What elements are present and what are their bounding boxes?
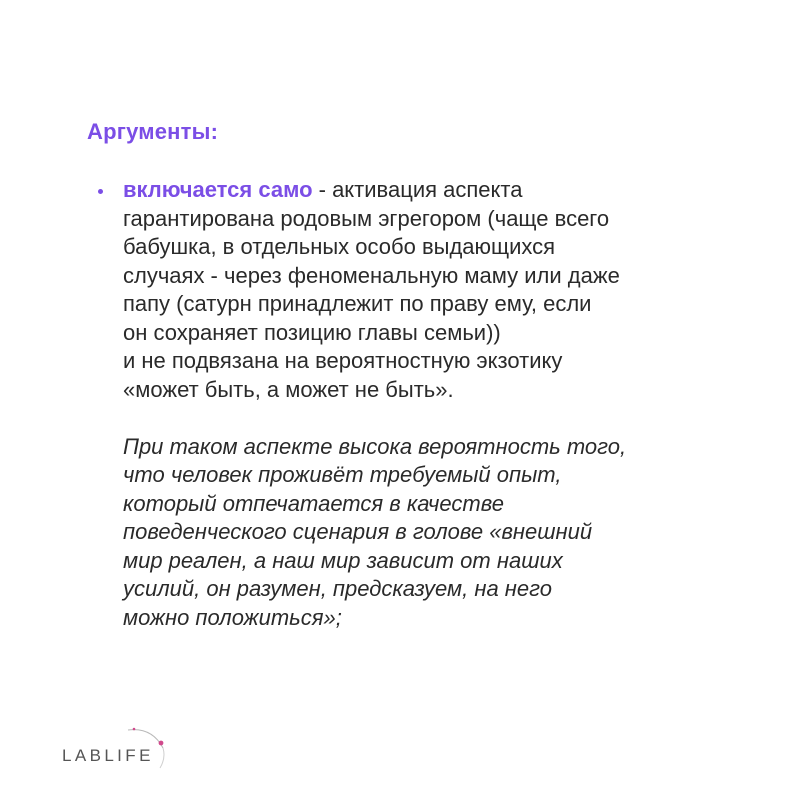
logo-text: LABLIFE	[62, 746, 154, 765]
bullet-first-line-rest: - активация аспекта	[312, 177, 523, 202]
bullet-line: и не подвязана на вероятностную экзотику	[123, 348, 563, 373]
bullet-first-line	[123, 176, 738, 205]
italic-line: При таком аспекте высока вероятность того,	[123, 433, 627, 459]
bullet-lead-phrase: включается само	[123, 177, 313, 202]
italic-line: что человек проживёт требуемый опыт,	[123, 462, 562, 487]
bullet-line: бабушка, в отдельных особо выдающихся	[123, 234, 556, 259]
bullet-item	[98, 176, 738, 632]
bullet-line: «может быть, а может не быть».	[123, 376, 454, 402]
bullet-dot-icon	[98, 189, 103, 194]
italic-line: мир реален, а наш мир зависит от наших	[123, 547, 563, 573]
italic-paragraph	[123, 433, 738, 633]
bullet-line: случаях - через феноменальную маму или даже	[123, 262, 620, 288]
bullet-line: гарантирована родовым эгрегором (чаще всего	[123, 205, 610, 231]
italic-line: который отпечатается в качестве	[123, 490, 504, 516]
bullet-line: папу (сатурн принадлежит по праву ему, если	[123, 291, 592, 316]
italic-line: можно положиться»;	[123, 604, 342, 630]
bullet-list	[98, 176, 738, 632]
bullet-line: он сохраняет позицию главы семьи))	[123, 319, 501, 345]
italic-line: усилий, он разумен, предсказуем, на него	[123, 576, 552, 601]
lablife-logo	[62, 724, 172, 774]
italic-line: поведенческого сценария в голове «внешний	[123, 519, 593, 544]
heading-arguments: Аргументы:	[87, 119, 219, 144]
